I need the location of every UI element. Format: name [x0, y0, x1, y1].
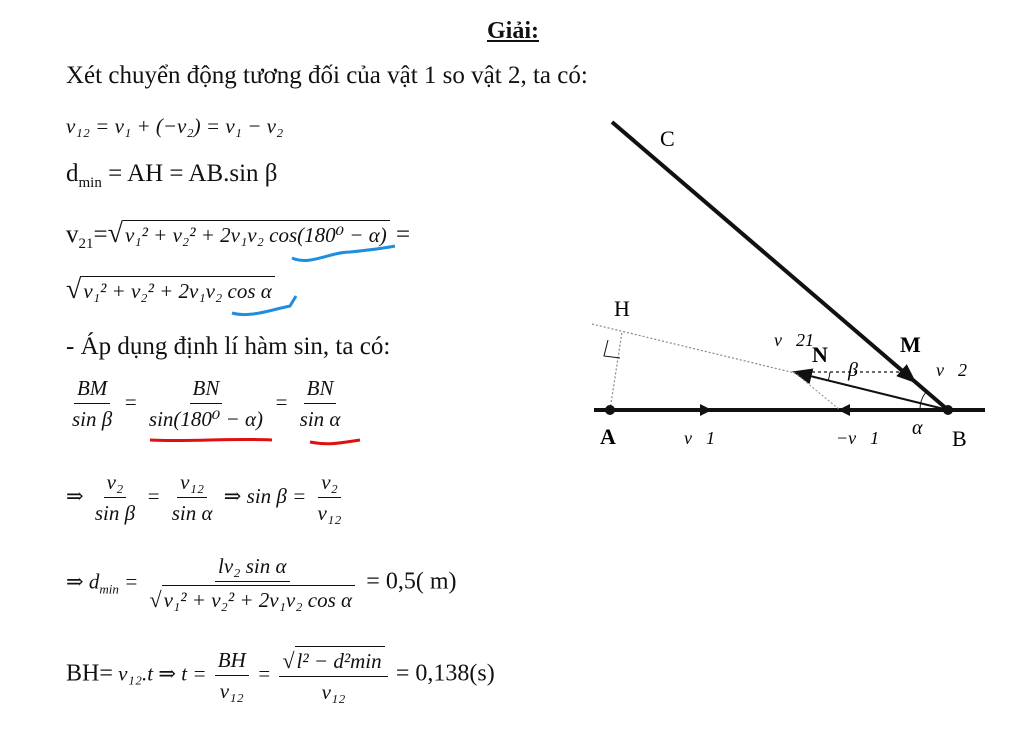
dmin-symbol: d: [66, 160, 79, 187]
sqrt-sign: √: [107, 218, 123, 249]
label-n: N: [812, 342, 828, 367]
v21-simplified-radicand: v₁² + v₂² + 2v₁v₂ cos α: [81, 276, 274, 304]
solution-heading: Giải:: [487, 18, 539, 44]
sine-rule-intro: - Áp dụng định lí hàm sin, ta có:: [66, 333, 391, 360]
denominator: v₁₂: [321, 680, 346, 704]
label-b: B: [952, 426, 967, 451]
arrow-v1: [700, 404, 712, 416]
vector-v2: [890, 360, 915, 382]
blue-underline: [232, 296, 296, 315]
denominator: sin(180⁰ − α): [148, 407, 263, 431]
label-v1: v⃗1: [684, 428, 715, 448]
bh-label: BH=: [66, 660, 113, 687]
numerator: BN: [190, 376, 223, 404]
numerator: BH: [215, 648, 249, 676]
time-value: = 0,138(s): [395, 660, 495, 687]
label-m: M: [900, 332, 921, 357]
sin-beta-label: sin β =: [246, 483, 307, 508]
radicand: l² − d²min: [295, 646, 385, 674]
label-beta: β: [848, 359, 858, 381]
dmin-subscript: min: [99, 581, 119, 597]
t-label: t =: [181, 661, 207, 686]
arrow-neg-v1: [838, 404, 850, 416]
label-h: H: [614, 296, 630, 321]
sqrt-sign: √: [149, 587, 162, 612]
blue-underline: [292, 246, 395, 260]
label-v21: v⃗21: [774, 330, 814, 350]
intro-text: Xét chuyển động tương đối của vật 1 so vật 2, ta có:: [66, 62, 588, 89]
segment-ah: [610, 332, 622, 410]
relative-velocity-equation: v₁₂ = v₁ + (−v₂) = v₁ − v₂: [66, 114, 284, 138]
label-v2: v⃗2: [936, 360, 967, 380]
denominator: sin α: [299, 407, 341, 431]
dmin-subscript: min: [78, 175, 102, 191]
sine-rule-equation: $\frac{BM}{\text{sin β}}$ = $\frac{BN}{\text{sin(180⁰ − α)}}$ = $\frac{BN}{\text{sin α}}$: [66, 376, 346, 432]
sqrt-sign: √: [66, 274, 82, 305]
numerator: v₁₂: [177, 470, 207, 498]
numerator: v₂: [104, 470, 127, 498]
label-alpha: α: [912, 417, 923, 439]
numerator: lv₂ sin α: [215, 554, 290, 582]
v21-magnitude-equation: $v_{21}=√v_1^2 + v_2^2 + 2v_1v_2$ cos(180⁰ − α) =: [66, 218, 411, 252]
velocity-ratio-equation: ⇒ $\frac{\text{v₂}}{\text{sin β}}$ = $\frac{\text{v₁₂}}{\text{sin α}}$ ⇒ sin β = $\frac{\text{v₂}}{\text{v₁₂}}$: [66, 470, 347, 526]
radicand: v₁² + v₂² + 2v₁v₂ cos α: [162, 585, 355, 613]
denominator: v₁₂: [219, 678, 244, 703]
dmin-rhs: = AH = AB.sin β: [108, 160, 278, 187]
sqrt-sign: √: [282, 648, 295, 673]
dmin-result-equation: ⇒ $d_{min}$ = $\frac{\text{lv₂ sin α}}{\text{√v₁² + v₂² + 2v₁v₂ cos α}}$ = 0,5( m): [66, 554, 457, 612]
label-a: A: [600, 424, 616, 449]
bh-expression: v₁₂.t: [118, 661, 154, 686]
right-angle-mark: [604, 340, 620, 358]
point-b: [943, 405, 953, 415]
label-c: C: [660, 126, 675, 151]
denominator: sin β: [72, 407, 113, 431]
point-a: [605, 405, 615, 415]
v21-radicand: v₁² + v₂² + 2v₁v₂ cos(180⁰ − α): [123, 220, 390, 248]
v21-subscript: 21: [78, 236, 94, 252]
time-result-equation: BH= v₁₂.t ⇒ t = $\frac{BH}{\text{v₁₂}}$ = $\frac{\text{√l² − d²min}}{\text{v₁₂}}$ = 0,138(s): [66, 647, 495, 704]
numerator: v₂: [318, 470, 341, 498]
numerator: BN: [304, 376, 337, 404]
red-underline: [150, 439, 272, 440]
geometry-diagram: [560, 110, 1010, 470]
numerator: BM: [74, 376, 110, 404]
denominator: sin α: [171, 501, 213, 525]
alpha-arc: [920, 392, 926, 410]
dmin-value: = 0,5( m): [366, 568, 457, 595]
v21-symbol: v: [66, 221, 79, 248]
denominator: sin β: [94, 501, 136, 525]
dmin-symbol: d: [88, 569, 100, 594]
label-neg-v1: −v⃗1: [836, 428, 880, 448]
denominator: v₁₂: [317, 501, 342, 525]
red-underline: [310, 440, 360, 444]
